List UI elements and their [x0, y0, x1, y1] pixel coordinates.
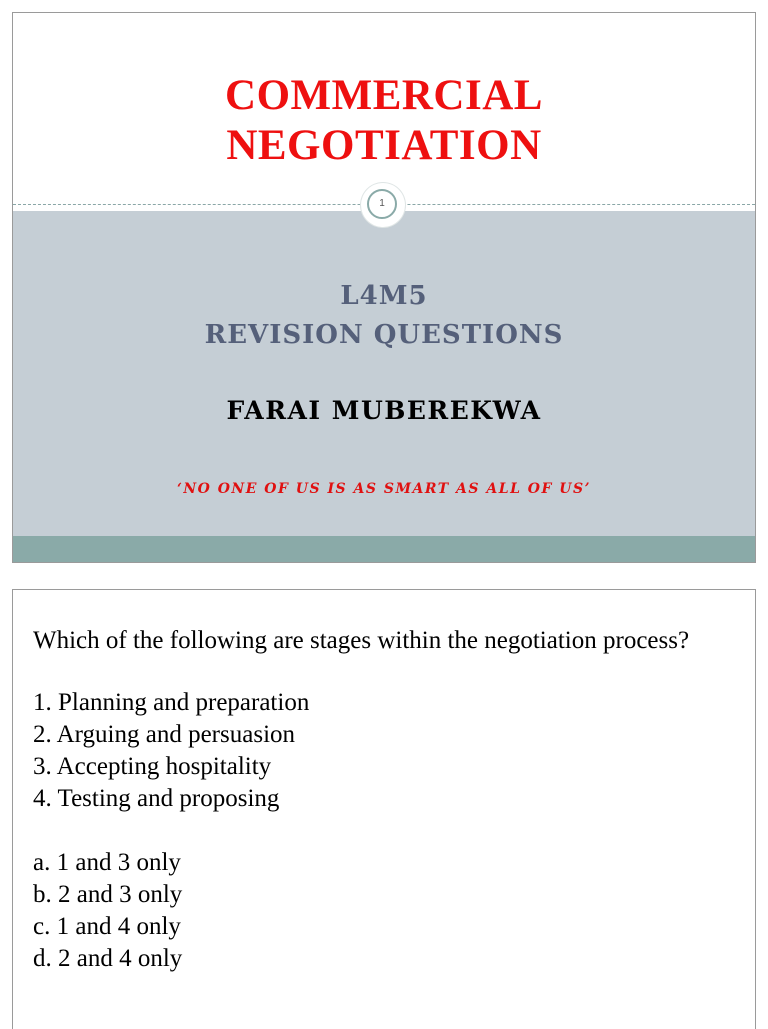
question-content	[33, 626, 735, 975]
answer-item: b. 2 and 3 only	[33, 881, 183, 908]
slide-number-badge	[361, 183, 405, 227]
answers-list	[33, 847, 735, 975]
author-name: FARAI MUBEREKWA	[226, 396, 542, 425]
subtitle-line-1: L4M5	[340, 281, 428, 311]
title-line-1: COMMERCIAL	[225, 72, 543, 119]
list-item: 2. Arguing and persuasion	[33, 721, 296, 748]
answer-item: a. 1 and 3 only	[33, 849, 181, 876]
footer-band	[13, 536, 755, 563]
subtitle-line-2: REVISION QUESTIONS	[204, 320, 564, 350]
title-slide	[12, 12, 756, 563]
list-item: 1. Planning and preparation	[33, 689, 310, 716]
quote: ‘NO ONE OF US IS AS SMART AS ALL OF US’	[177, 481, 591, 497]
options-list	[33, 687, 735, 815]
subtitle	[13, 277, 755, 355]
answer-item: d. 2 and 4 only	[33, 945, 183, 972]
question-text: Which of the following are stages within the negotiation process?	[33, 627, 690, 654]
list-item: 4. Testing and proposing	[33, 785, 280, 812]
answer-item: c. 1 and 4 only	[33, 913, 181, 940]
slide-number: 1	[367, 189, 397, 219]
title-line-2: NEGOTIATION	[226, 122, 542, 169]
question-slide	[12, 589, 756, 1029]
list-item: 3. Accepting hospitality	[33, 753, 272, 780]
presentation-title	[13, 71, 755, 171]
